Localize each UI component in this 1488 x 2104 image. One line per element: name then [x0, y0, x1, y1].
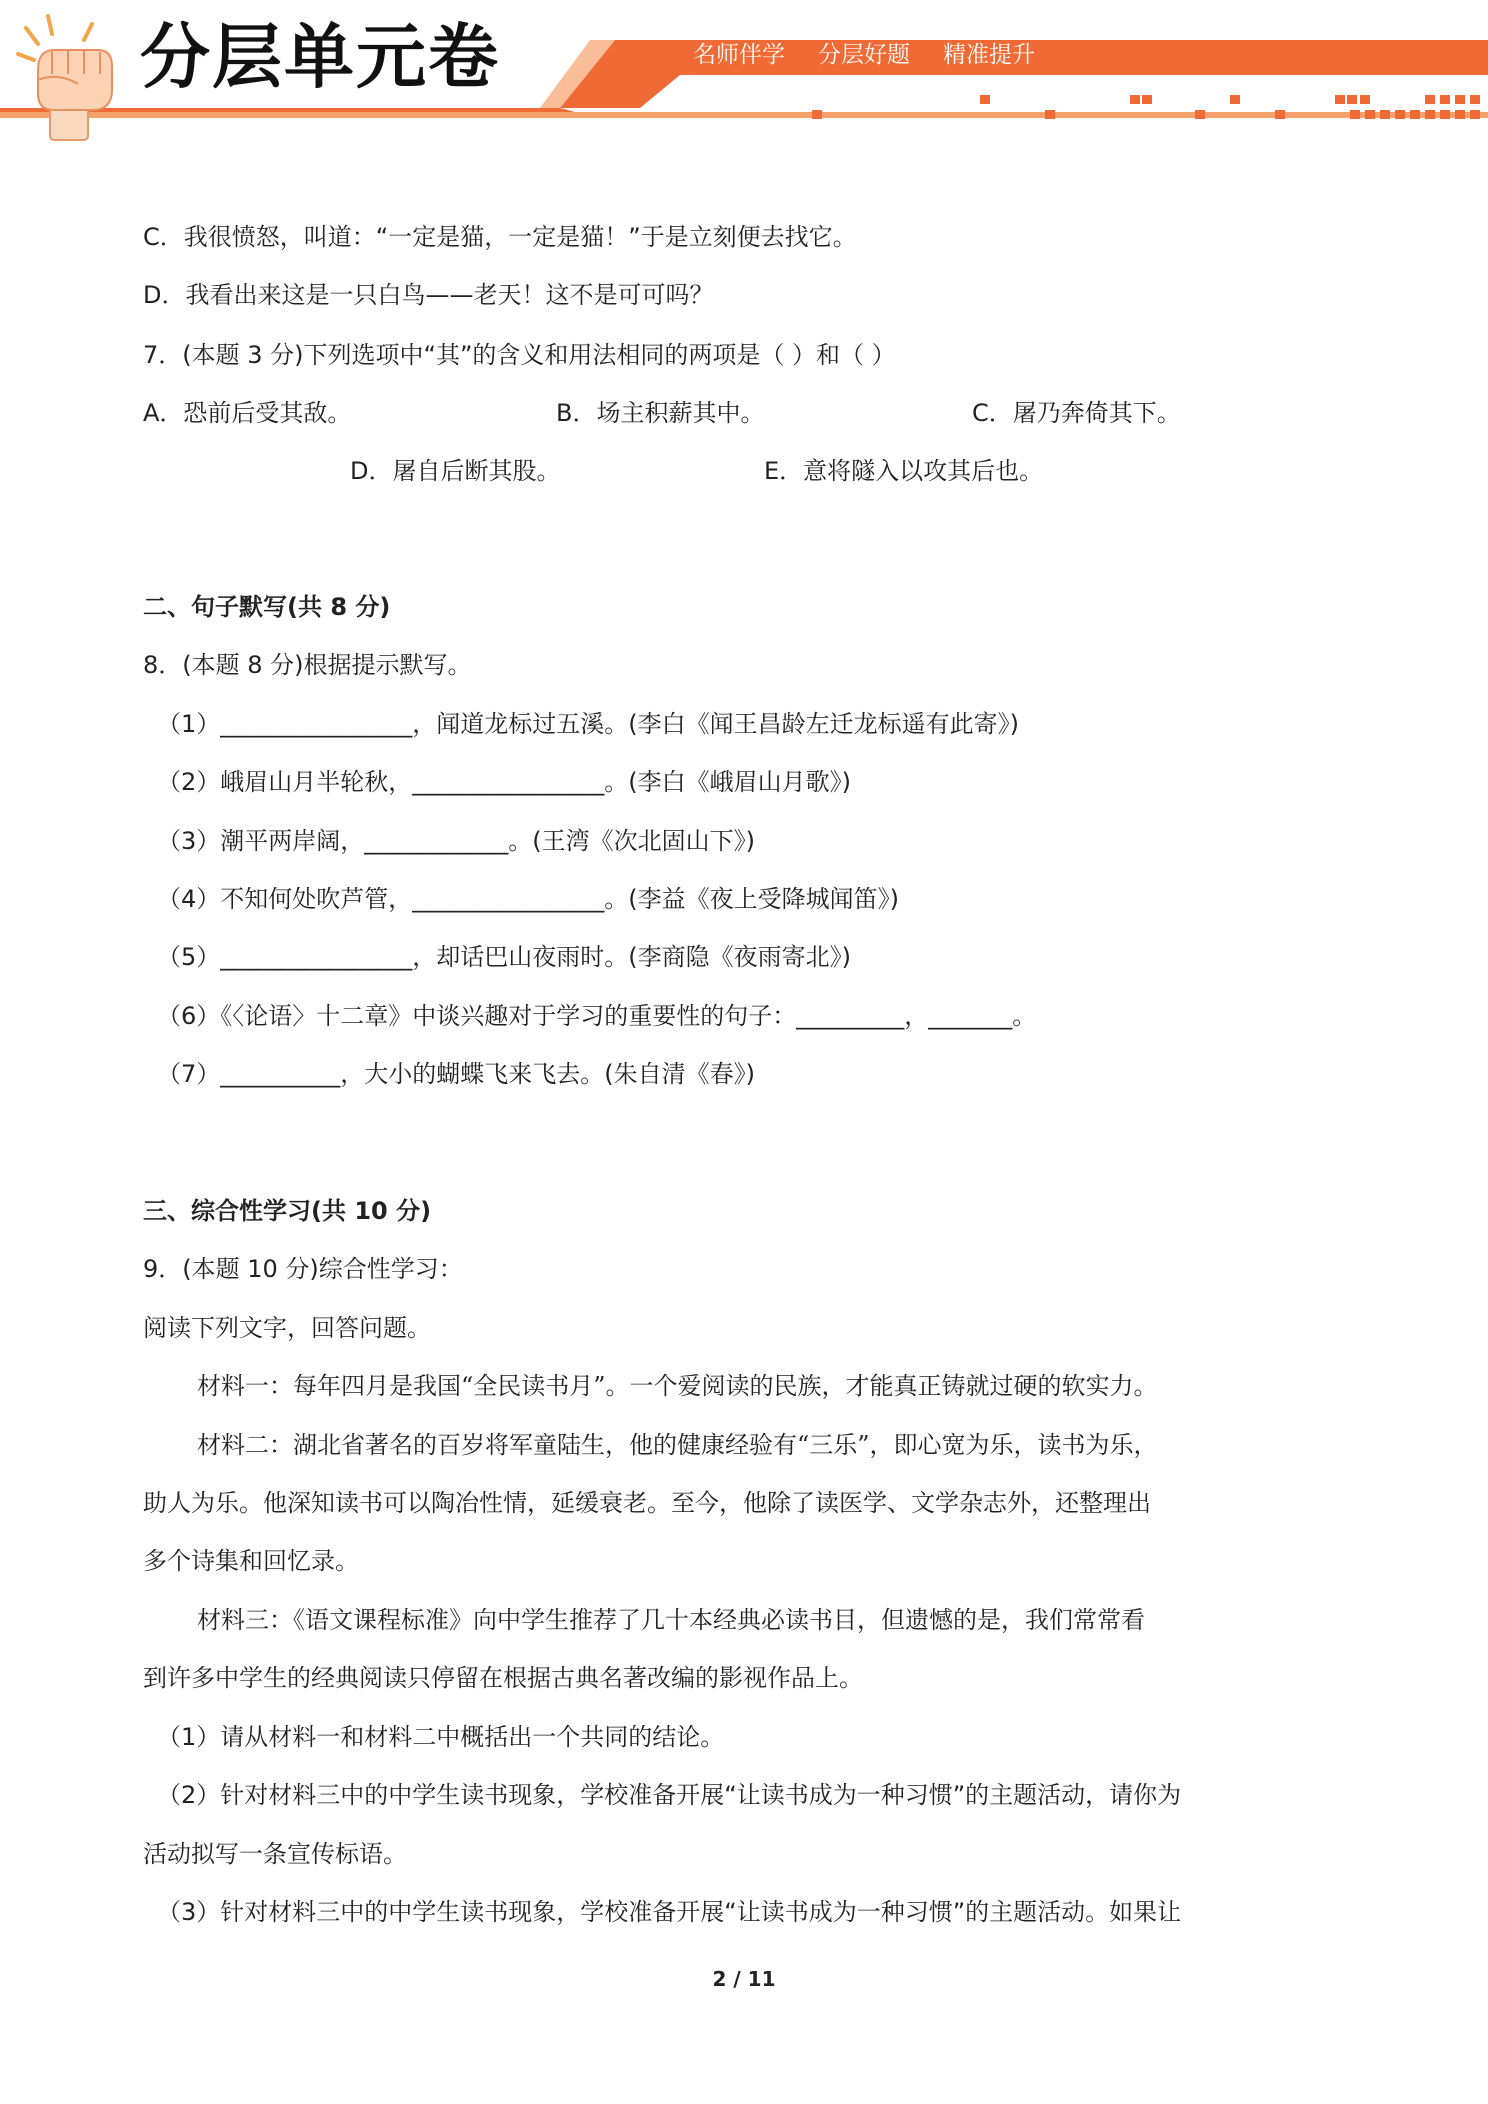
- section-2-title: 二、句子默写(共 8 分): [143, 593, 391, 621]
- q8-item-4: （4）不知何处吹芦管，________________。(李益《夜上受降城闻笛》): [157, 885, 899, 913]
- material-line-1: 材料一：每年四月是我国“全民读书月”。一个爱阅读的民族，才能真正铸就过硬的软实力。: [197, 1372, 1158, 1400]
- q7-option-e: E．意将隧入以攻其后也。: [764, 457, 1044, 485]
- q7-option-a: A．恐前后受其敌。: [143, 399, 352, 427]
- q8-item-1: （1）________________，闻道龙标过五溪。(李白《闻王昌龄左迁龙标遥有此寄》): [157, 710, 1019, 738]
- brand-title: 分层单元卷: [140, 16, 500, 98]
- q7-stem: 7．(本题 3 分)下列选项中“其”的含义和用法相同的两项是（ ）和（ ）: [143, 341, 896, 369]
- q9-stem: 9．(本题 10 分)综合性学习：: [143, 1255, 463, 1283]
- q9-sub-1: （1）请从材料一和材料二中概括出一个共同的结论。: [157, 1723, 725, 1751]
- q6-option-c: C．我很愤怒，叫道：“一定是猫，一定是猫！”于是立刻便去找它。: [143, 223, 857, 251]
- q7-option-b: B．场主积薪其中。: [556, 399, 765, 427]
- q8-item-2: （2）峨眉山月半轮秋，________________。(李白《峨眉山月歌》): [157, 768, 851, 796]
- q9-sub-2: （2）针对材料三中的中学生读书现象，学校准备开展“让读书成为一种习惯”的主题活动，请你为: [157, 1781, 1182, 1809]
- material-line-6: 到许多中学生的经典阅读只停留在根据古典名著改编的影视作品上。: [143, 1664, 863, 1692]
- slogan-1: 名师伴学: [693, 42, 785, 68]
- slogan-3: 精准提升: [943, 42, 1035, 68]
- q8-item-5: （5）________________，却话巴山夜雨时。(李商隐《夜雨寄北》): [157, 943, 851, 971]
- q9-instruction: 阅读下列文字，回答问题。: [143, 1314, 431, 1342]
- material-line-5: 材料三：《语文课程标准》向中学生推荐了几十本经典必读书目，但遗憾的是，我们常常看: [197, 1606, 1145, 1634]
- material-line-2: 材料二：湖北省著名的百岁将军童陆生，他的健康经验有“三乐”，即心宽为乐，读书为乐，: [197, 1431, 1158, 1459]
- q9-sub-2-cont: 活动拟写一条宣传标语。: [143, 1840, 407, 1868]
- q7-option-c: C．屠乃奔倚其下。: [972, 399, 1181, 427]
- page-number: 2 / 11: [712, 1967, 776, 1991]
- page-header: [0, 0, 1488, 130]
- raised-fist-icon: [8, 10, 128, 142]
- slogan-2: 分层好题: [818, 42, 910, 68]
- section-3-title: 三、综合性学习(共 10 分): [143, 1197, 432, 1225]
- q6-option-d: D．我看出来这是一只白鸟——老天！这不是可可吗？: [143, 281, 714, 309]
- q9-sub-3: （3）针对材料三中的中学生读书现象，学校准备开展“让读书成为一种习惯”的主题活动。如果让: [157, 1898, 1182, 1926]
- material-line-4: 多个诗集和回忆录。: [143, 1547, 359, 1575]
- material-line-3: 助人为乐。他深知读书可以陶冶性情，延缓衰老。至今，他除了读医学、文学杂志外，还整理出: [143, 1489, 1151, 1517]
- q8-stem: 8．(本题 8 分)根据提示默写。: [143, 651, 472, 679]
- q8-item-3: （3）潮平两岸阔，____________。(王湾《次北固山下》): [157, 827, 755, 855]
- q8-item-6: （6）《〈论语〉十二章》中谈兴趣对于学习的重要性的句子：_________，_______。: [157, 1002, 1037, 1030]
- q7-option-d: D．屠自后断其股。: [350, 457, 561, 485]
- q8-item-7: （7）__________，大小的蝴蝶飞来飞去。(朱自清《春》): [157, 1060, 755, 1088]
